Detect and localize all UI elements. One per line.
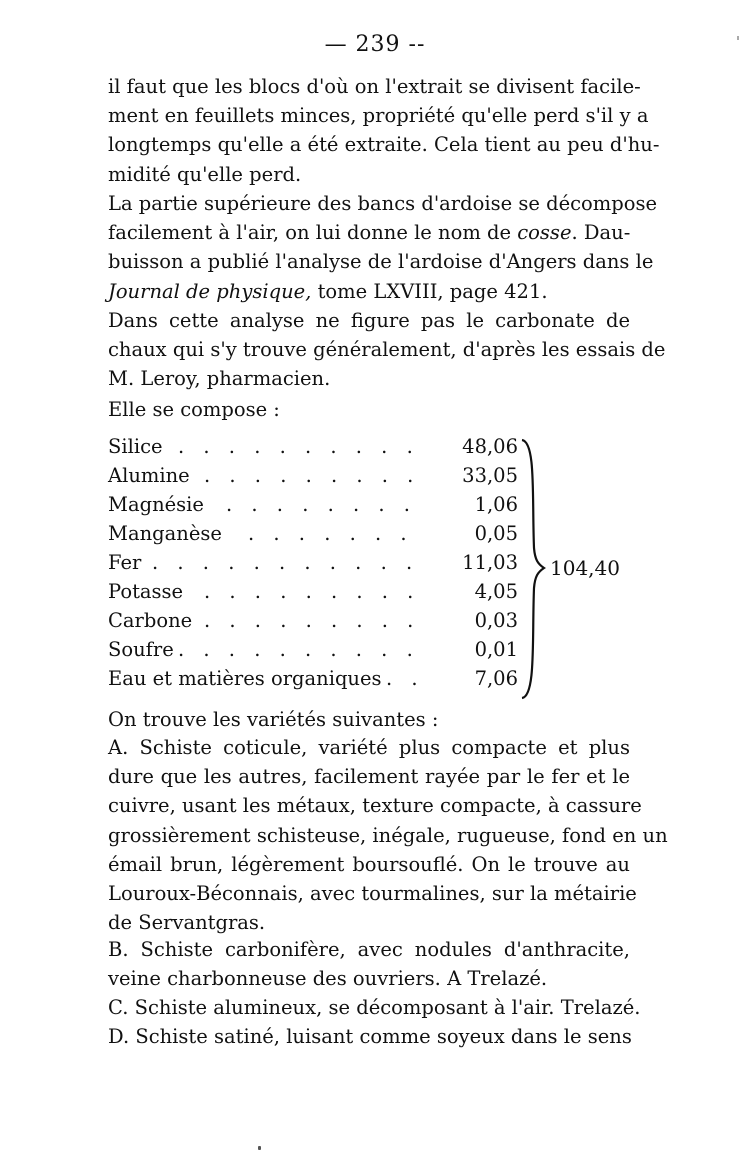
ink-speck [258, 1146, 261, 1150]
text-line: cuivre, usant les métaux, texture compacte, à cassure [108, 794, 642, 818]
leader-dots: . . . . . . . . . . [178, 638, 420, 661]
component-name: Potasse [108, 580, 184, 603]
text-line: D. Schiste satiné, luisant comme soyeux dans le sens [108, 1025, 632, 1048]
component-value: 0,03 [474, 609, 518, 632]
component-name: Fer [108, 551, 142, 574]
component-name: Silice [108, 435, 163, 458]
text-line: On trouve les variétés suivantes : [108, 708, 439, 731]
text-fragment: facilement à l'air, on lui donne le nom de [108, 221, 518, 245]
component-value: 0,05 [474, 522, 518, 545]
paragraph-2 [108, 189, 658, 306]
text-line: La partie supérieure des bancs d'ardoise se décompose [108, 192, 658, 215]
component-value: 7,06 [474, 667, 518, 690]
composition-table [108, 432, 628, 696]
leader-dots: . . . . . . . . . [204, 464, 420, 487]
variety-b [108, 935, 630, 993]
text-line: M. Leroy, pharmacien. [108, 367, 331, 391]
variety-a [108, 733, 668, 937]
paragraph-1 [108, 72, 660, 189]
composition-row [108, 606, 518, 635]
text-line: Elle se compose : [108, 398, 280, 421]
component-value: 11,03 [462, 551, 518, 574]
composition-row [108, 432, 518, 461]
text-line: dure que les autres, facilement rayée par le fer et le [108, 765, 630, 789]
leader-dots: . . [386, 667, 425, 690]
variety-c [108, 993, 641, 1022]
text-line: longtemps qu'elle a été extraite. Cela tient au peu d'hu- [108, 133, 660, 157]
journal-title: Journal de physique, [108, 279, 312, 303]
component-name: Manganèse [108, 522, 222, 545]
text-fragment: tome LXVIII, page 421. [311, 279, 548, 303]
text-line: C. Schiste alumineux, se décomposant à l'air. Trelazé. [108, 996, 641, 1019]
component-name: Magnésie [108, 493, 204, 516]
component-value: 4,05 [474, 580, 518, 603]
leader-dots: . . . . . . . . [226, 493, 417, 516]
variety-d [108, 1022, 630, 1051]
composition-row [108, 577, 518, 606]
text-line: veine charbonneuse des ouvriers. A Trelazé. [108, 967, 548, 991]
composition-row [108, 635, 518, 664]
text-line: A. Schiste coticule, variété plus compacte et plus [108, 736, 630, 759]
italic-term: cosse [517, 221, 572, 245]
text-line: émail brun, légèrement boursouflé. On le trouve au [108, 852, 630, 876]
text-line: grossièrement schisteuse, inégale, rugueuse, fond en un [108, 823, 668, 847]
composition-intro [108, 395, 630, 424]
component-name: Carbone [108, 609, 193, 632]
text-line [108, 218, 630, 247]
composition-total: 104,40 [550, 556, 620, 580]
component-name: Eau et matières organiques [108, 667, 382, 690]
composition-row [108, 461, 518, 490]
component-value: 0,01 [474, 638, 518, 661]
text-line: B. Schiste carbonifère, avec nodules d'anthracite, [108, 938, 630, 961]
paragraph-3 [108, 306, 666, 394]
component-name: Alumine [108, 464, 190, 487]
leader-dots: . . . . . . . . . . [178, 435, 420, 458]
leader-dots: . . . . . . . [248, 522, 414, 545]
text-line: Dans cette analyse ne figure pas le carbonate de [108, 309, 630, 332]
text-line: buisson a publié l'analyse de l'ardoise d'Angers dans le [108, 250, 654, 274]
leader-dots: . . . . . . . . . . . [152, 551, 419, 574]
page-edge-mark [737, 36, 739, 40]
component-value: 33,05 [462, 464, 518, 487]
varieties-intro [108, 705, 630, 734]
composition-row [108, 519, 518, 548]
composition-row [108, 490, 518, 519]
leader-dots: . . . . . . . . . [204, 580, 420, 603]
text-line: Louroux-Béconnais, avec tourmalines, sur la métairie [108, 882, 637, 906]
page-number: — 239 -- [324, 32, 426, 57]
text-fragment: . Dau- [571, 221, 631, 245]
component-value: 1,06 [474, 493, 518, 516]
text-line: de Servantgras. [108, 911, 266, 935]
text-line: midité qu'elle perd. [108, 162, 302, 186]
text-line: ment en feuillets minces, propriété qu'elle perd s'il y a [108, 104, 649, 128]
curly-brace-icon [518, 438, 548, 700]
text-line [108, 277, 630, 306]
leader-dots: . . . . . . . . . [204, 609, 420, 632]
component-value: 48,06 [462, 435, 518, 458]
text-line: il faut que les blocs d'où on l'extrait se divisent facile- [108, 75, 641, 98]
component-name: Soufre [108, 638, 174, 661]
composition-row [108, 664, 518, 693]
composition-row [108, 548, 518, 577]
text-line: chaux qui s'y trouve généralement, d'après les essais de [108, 338, 666, 362]
